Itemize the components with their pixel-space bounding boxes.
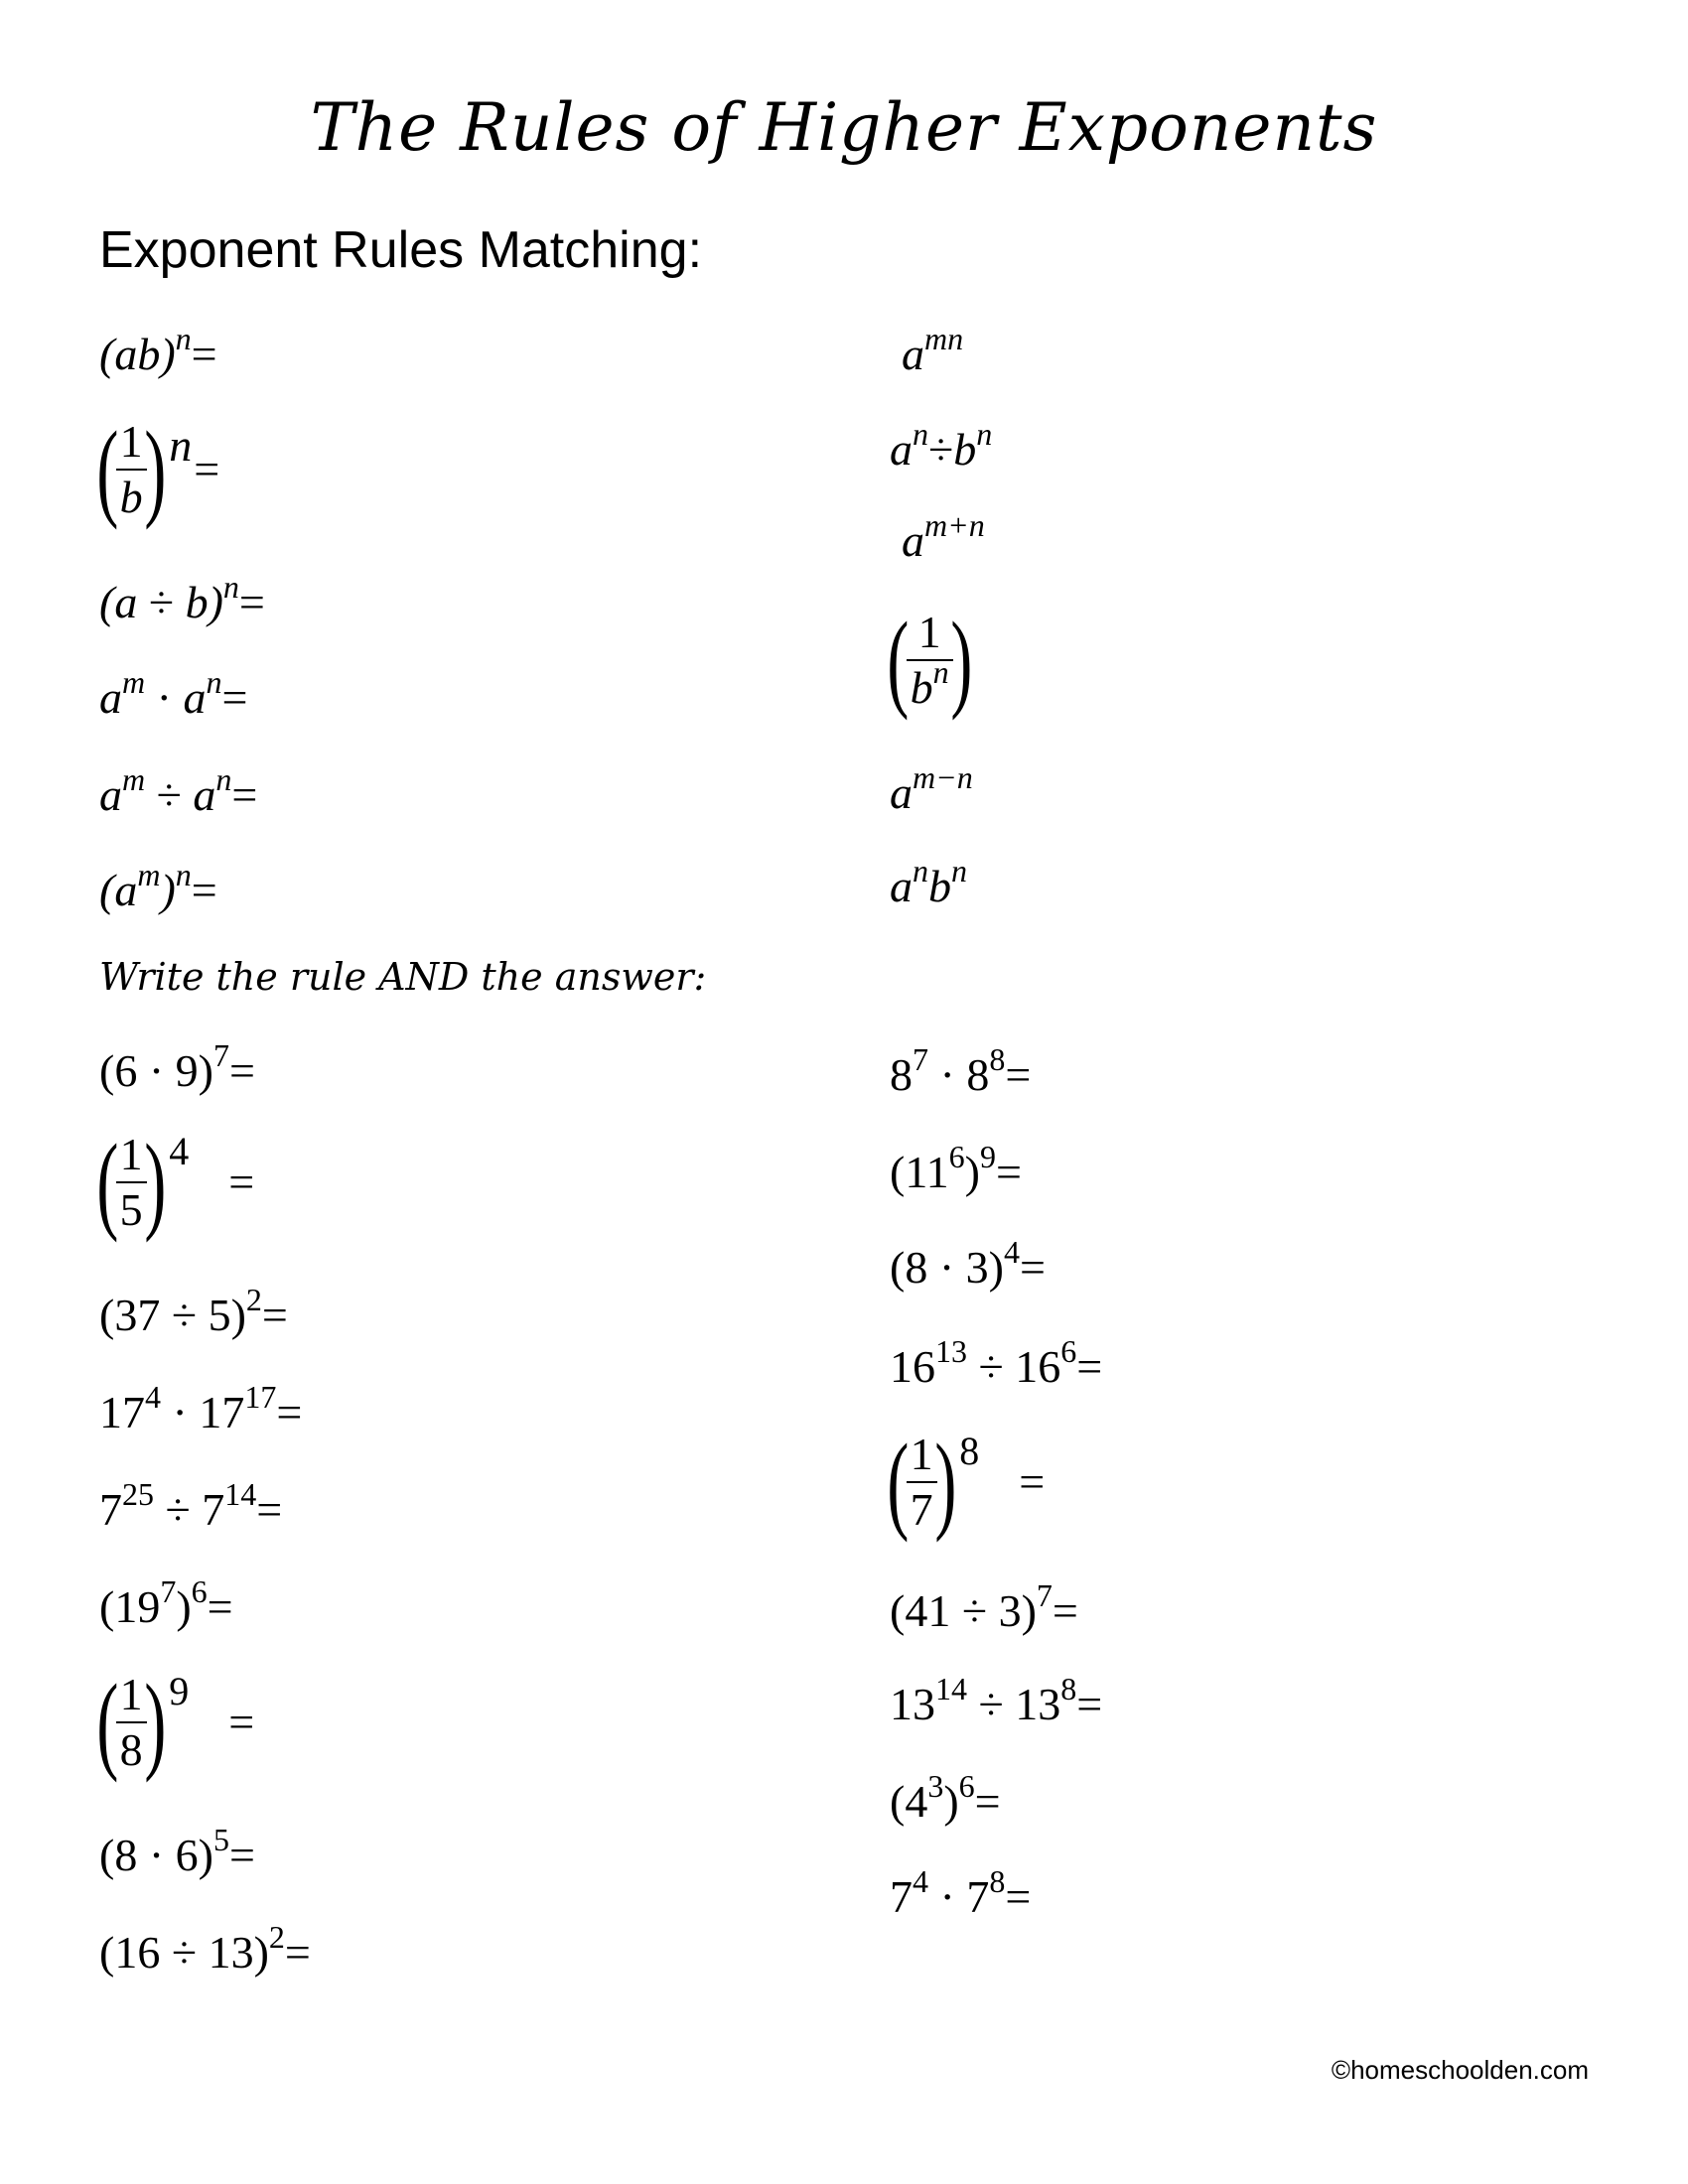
problem-left-3: $(37 \div 5)^2=$ — [99, 1282, 288, 1340]
problem-right-9: $7^4 \cdot 7^8=$ — [890, 1863, 1032, 1922]
problem-right-7: $13^{14} \div 13^8=$ — [890, 1671, 1103, 1729]
problem-left-1: $(6 \cdot 9)^7=$ — [99, 1037, 255, 1096]
problem-right-1: $8^7 \cdot 8^8=$ — [890, 1041, 1032, 1100]
rule-power-of-product: (ab)$^n$= — [99, 321, 217, 379]
answer-an-bn: $a^nb^n$ — [890, 853, 967, 911]
rule-power-of-power: $(a^m)^n=$ — [99, 857, 217, 915]
answer-an-div-bn: $a^n\div b^n$ — [890, 416, 993, 475]
copyright-footer: ©homeschoolden.com — [1331, 2055, 1589, 2085]
page-title: The Rules of Higher Exponents — [310, 89, 1378, 166]
problem-right-4: $16^{13} \div 16^6=$ — [890, 1333, 1103, 1392]
problem-left-8: $(8 \cdot 6)^5=$ — [99, 1822, 255, 1880]
answer-am-plus-n: $a^{m+n}$ — [902, 507, 985, 566]
rule-power-of-quotient: $(a \div b)^n=$ — [99, 569, 265, 627]
problem-right-8: $(4^3)^6=$ — [890, 1768, 1001, 1827]
rule-quotient-of-powers: $a^m \div a^n=$ — [99, 761, 258, 820]
matching-heading: Exponent Rules Matching: — [99, 221, 703, 279]
problem-right-3: $(8 \cdot 3)^4=$ — [890, 1234, 1046, 1293]
answer-one-over-bn: ( $\frac{1}{b^n}$ ) — [887, 600, 972, 721]
rule-reciprocal-power: ( $\frac{1}{b}$ ) n = — [96, 409, 220, 530]
problem-left-4: $17^4 \cdot 17^{17}=$ — [99, 1379, 303, 1437]
answer-amn: $a^{mn}$ — [902, 321, 964, 379]
problem-left-9: $(16 \div 13)^2=$ — [99, 1919, 311, 1978]
problem-right-2: $(11^6)^9=$ — [890, 1139, 1022, 1197]
rule-product-of-powers: $a^m \cdot a^n=$ — [99, 664, 248, 723]
problem-right-5: ( $\frac{1}{7}$ ) 8 = — [887, 1422, 1046, 1543]
problem-left-6: $(19^7)^6=$ — [99, 1573, 233, 1632]
instructions: Write the rule AND the answer: — [99, 955, 707, 999]
answer-am-minus-n: $a^{m-n}$ — [890, 759, 973, 818]
problem-left-5: $7^{25} \div 7^{14}=$ — [99, 1476, 283, 1535]
problem-left-7: ( $\frac{1}{8}$ ) 9 = — [96, 1662, 255, 1783]
problem-left-2: ( $\frac{1}{5}$ ) 4 = — [96, 1122, 255, 1243]
problem-right-6: $(41 \div 3)^7=$ — [890, 1577, 1078, 1636]
